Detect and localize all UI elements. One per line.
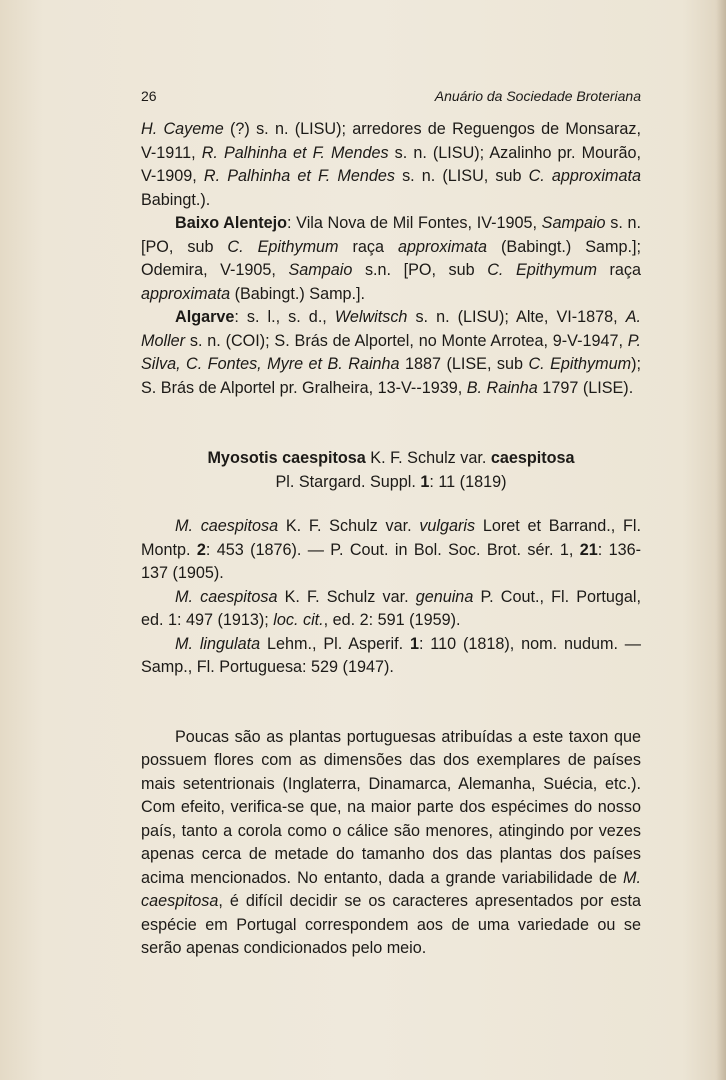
italic-run: Welwitsch [334,308,408,326]
italic-run: A. Moller [141,308,641,350]
italic-run: approximata [141,284,231,303]
text-run: , ed. 2: 591 (1959). [323,611,461,629]
italic-run: C. Epithymum [487,261,597,279]
specimen-paragraph-baixo-alentejo [141,212,641,306]
text-run: Babingt.). [141,190,211,209]
text-run: K. F. Schulz var. [277,587,416,606]
text-run: raça [338,237,398,256]
page-edge-shadow [716,0,726,1080]
specimen-paragraph-algarve [141,306,641,400]
text-run: K. F. Schulz var. [278,517,420,535]
bold-run: Baixo Alentejo [175,214,288,232]
italic-run: approximata [397,237,488,256]
text-run: : 110 (1818), nom. nudum. — Samp., Fl. Portuguesa: 529 (1947). [141,634,641,676]
text-run: Pl. Stargard. Suppl. [275,472,421,491]
text-run: : Vila Nova de Mil Fontes, IV-1905, [287,214,542,232]
running-title: Anuário da Sociedade Broteriana [434,88,641,104]
text-run: s. n. (LISU); Azalinho pr. Mourão, V-1909, [141,143,641,185]
italic-run: M. caespitosa [175,517,279,535]
text-run: s.n. [PO, sub [352,261,488,279]
text-run: K. F. Schulz var. [365,449,491,467]
italic-run: P. Silva, C. Fontes, Myre et B. Rainha [141,331,641,373]
page-content [141,118,641,961]
text-run: P. Cout., Fl. Portugal, ed. 1: 497 (1913); [141,587,641,629]
taxon-citation [141,471,641,495]
text-run: 1887 (LISE, sub [399,355,529,373]
text-run: ); S. Brás de Alportel pr. Gralheira, 13-V--1939, [141,355,641,397]
discussion-paragraph [141,726,641,961]
text-run: : 136-137 (1905). [141,540,641,582]
italic-run: M. lingulata [175,634,261,653]
text-run: Loret et Barrand., Fl. Montp. [141,517,641,559]
italic-run: C. approximata [528,167,641,185]
bold-run: 2 [196,540,206,559]
page-header [141,88,641,110]
italic-run: B. Rainha [466,378,538,397]
text-run: : 11 (1819) [429,472,507,491]
specimen-paragraph-cont [141,118,641,212]
text-run: : s. l., s. d., [234,308,335,326]
italic-run: Sampaio [541,214,606,232]
italic-run: H. Cayeme [141,120,224,138]
italic-run: C. Epithymum [227,237,339,256]
text-run: s. n. (LISU); Alte, VI-1878, [407,308,626,326]
italic-run: M. caespitosa [175,587,278,606]
italic-run: R. Palhinha et F. Mendes [201,143,389,162]
page-number: 26 [141,88,157,104]
italic-run: C. Epithymum [528,355,632,373]
text-run: s. n. [PO, sub [141,214,641,256]
italic-run: vulgaris [419,517,476,535]
bold-run: caespitosa [490,449,575,467]
synonym-entry [141,515,641,586]
text-run: Poucas são as plantas portuguesas atribuídas a este taxon que possuem flores com as dimensões das dos exemplares de países mais setentrionais (Inglaterra, Dinamarca, Alemanha, Suécia, etc.). Com efeito, verifica-se que, na maior parte dos espécimes do nosso país, tanto a corola como o cálice são menores, atingindo por vezes apenas cerca de metade do tamanho dos das plantas dos países acima mencionados. No entanto, dada a grande variabilidade de [141,727,641,887]
text-run: , é difícil decidir se os caracteres apresentados por esta espécie em Portugal correspondem aos de uma variedade ou se serão apenas condicionados pelo meio. [141,892,641,957]
bold-run: 1 [420,472,430,491]
text-run: (Babingt.) Samp.]. [230,284,366,303]
text-run: : 453 (1876). — P. Cout. in Bol. Soc. Brot. sér. 1, [205,540,580,559]
text-run: (?) s. n. (LISU); arredores de Reguengos de Monsaraz, V-1911, [141,120,642,162]
text-run: s. n. (COI); S. Brás de Alportel, no Monte Arrotea, 9-V-1947, [185,331,628,350]
text-run: (Babingt.) Samp.]; Odemira, V-1905, [141,237,641,279]
text-run: 1797 (LISE). [537,378,634,397]
text-run: Lehm., Pl. Asperif. [260,634,410,653]
text-run: s. n. (LISU, sub [394,167,529,185]
bold-run: Algarve [175,308,235,326]
synonym-entry [141,586,641,633]
italic-run: genuina [415,587,474,606]
italic-run: R. Palhinha et F. Mendes [203,167,395,185]
bold-run: 1 [409,634,419,653]
italic-run: M. caespitosa [141,868,641,910]
taxon-heading [141,447,641,471]
text-run: raça [596,261,641,279]
italic-run: Sampaio [288,261,353,279]
synonym-entry [141,633,641,680]
italic-run: loc. cit. [273,611,324,629]
bold-run: 21 [579,540,598,559]
bold-run: Myosotis caespitosa [207,449,366,467]
